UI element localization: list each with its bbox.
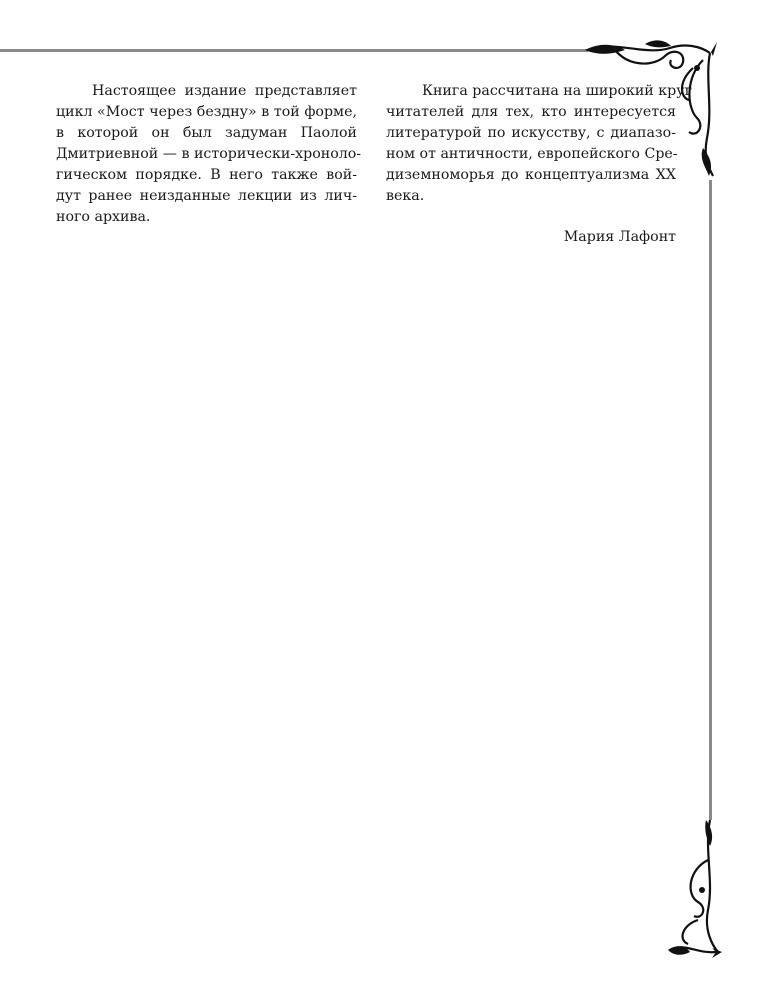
right-column-paragraph <box>386 81 693 207</box>
text-line: в которой он был задуман Паолой <box>56 125 357 141</box>
text-line: века. <box>386 188 425 204</box>
text-line: литературой по искусству, с диапазо- <box>386 125 676 141</box>
right-rule <box>709 180 712 820</box>
text-line: Настоящее издание представляет <box>92 83 357 99</box>
text-line: Книга рассчитана на широкий круг <box>422 83 693 99</box>
text-line: Дмитриевной — в исторически-хроноло- <box>56 146 362 162</box>
top-rule <box>0 49 588 52</box>
text-line: читателей для тех, кто интересуется <box>386 104 676 120</box>
text-line: диземноморья до концептуализма XX <box>386 167 676 183</box>
text-line: ного архива. <box>56 209 151 225</box>
text-line: дут ранее неизданные лекции из лич- <box>56 188 357 204</box>
text-line: цикл «Мост через бездну» в той форме, <box>56 104 357 120</box>
author-signature: Мария Лафонт <box>563 229 676 245</box>
text-line: ном от античности, европейского Сре- <box>386 146 678 162</box>
text-line: гическом порядке. В него также вой- <box>56 167 357 183</box>
left-column-paragraph <box>56 81 362 228</box>
ornament-bottom-right-icon <box>668 820 723 960</box>
